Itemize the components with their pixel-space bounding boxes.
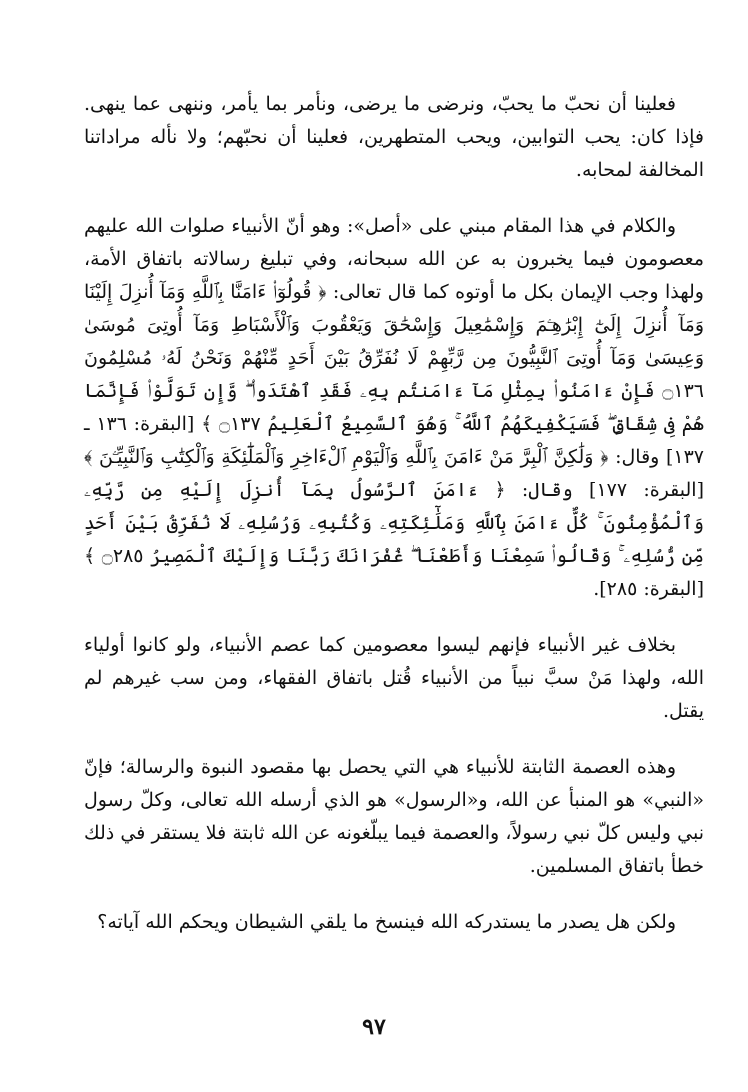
paragraph-2: والكلام في هذا المقام مبني على «أصل»: وهو أنّ الأنبياء صلوات الله عليهم معصومون فيما يخبرون به عن الله سبحانه، وفي تبليغ رسالاته باتفاق الأمة، ولهذا وجب الإيمان بكل ما أوتوه كما قال تعالى: ﴿ قُولُوٓا۟ ءَامَنَّا بِٱللَّهِ وَمَآ أُنزِلَ إِلَيْنَا وَمَآ أُنزِلَ إِلَىٰٓ إِبْرَٰهِـۧمَ وَإِسْمَٰعِيلَ وَإِسْحَٰقَ وَيَعْقُوبَ وَٱلْأَسْبَاطِ وَمَآ أُوتِىَ مُوسَىٰ وَعِيسَىٰ وَمَآ أُوتِىَ ٱلنَّبِيُّونَ مِن رَّبِّهِمْ لَا نُفَرِّقُ بَيْنَ أَحَدٍ مِّنْهُمْ وَنَحْنُ لَهُۥ مُسْلِمُونَ ۝١٣٦ فَإِنْ ءَامَنُوا۟ بِمِثْلِ مَآ ءَامَنتُم بِهِۦ فَقَدِ ٱهْتَدَوا۟ ۖ وَّإِن تَوَلَّوْا۟ فَإِنَّمَا هُمْ فِى شِقَاقٍ ۖ فَسَيَكْفِيكَهُمُ ٱللَّهُ ۚ وَهُوَ ٱلسَّمِيعُ ٱلْعَلِيمُ ۝١٣٧ ﴾ [البقرة: ١٣٦ ـ ١٣٧] وقال: ﴿ وَلَٰكِنَّ ٱلْبِرَّ مَنْ ءَامَنَ بِٱللَّهِ وَٱلْيَوْمِ ٱلْءَاخِرِ وَٱلْمَلَٰٓئِكَةِ وَٱلْكِتَٰبِ وَٱلنَّبِيِّـۧنَ ﴾ [البقرة: ١٧٧] وقال: ﴿ ءَامَنَ ٱلرَّسُولُ بِمَآ أُنزِلَ إِلَيْهِ مِن رَّبِّهِۦ وَٱلْمُؤْمِنُونَ ۚ كُلٌّ ءَامَنَ بِٱللَّهِ وَمَلَٰٓئِكَتِهِۦ وَكُتُبِهِۦ وَرُسُلِهِۦ لَا نُفَرِّقُ بَيْنَ أَحَدٍ مِّن رُّسُلِهِۦ ۚ وَقَالُوا۟ سَمِعْنَا وَأَطَعْنَا ۖ غُفْرَانَكَ رَبَّنَا وَإِلَيْكَ ٱلْمَصِيرُ ۝٢٨٥ ﴾ [البقرة: ٢٨٥]. xyxy=(84,215,704,600)
paragraph-3: بخلاف غير الأنبياء فإنهم ليسوا معصومين كما عصم الأنبياء، ولو كانوا أولياء الله، ولهذا مَنْ سبَّ نبياً من الأنبياء قُتل باتفاق الفقهاء، ومن سب غيرهم لم يقتل. xyxy=(84,634,704,722)
paragraph-4: وهذه العصمة الثابتة للأنبياء هي التي يحصل بها مقصود النبوة والرسالة؛ فإنّ «النبي» هو المنبأ عن الله، و«الرسول» هو الذي أرسله الله تعالى، وكلّ رسول نبي وليس كلّ نبي رسولاً، والعصمة فيما يبلّغونه عن الله ثابتة فلا يستقر في ذلك خطأ باتفاق المسلمين. xyxy=(84,756,704,877)
paragraph-5: ولكن هل يصدر ما يستدركه الله فينسخ ما يلقي الشيطان ويحكم الله آياته؟ xyxy=(97,911,676,933)
page-number: ٩٧ xyxy=(362,1014,386,1040)
paragraph-1: فعلينا أن نحبّ ما يحبّ، ونرضى ما يرضى، ونأمر بما يأمر، وننهى عما ينهى. فإذا كان: يحب التوابين، ويحب المتطهرين، فعلينا أن نحبّهم؛ ولا نأله مراداتنا المخالفة لمحابه. xyxy=(84,93,704,181)
page-body xyxy=(84,88,704,962)
